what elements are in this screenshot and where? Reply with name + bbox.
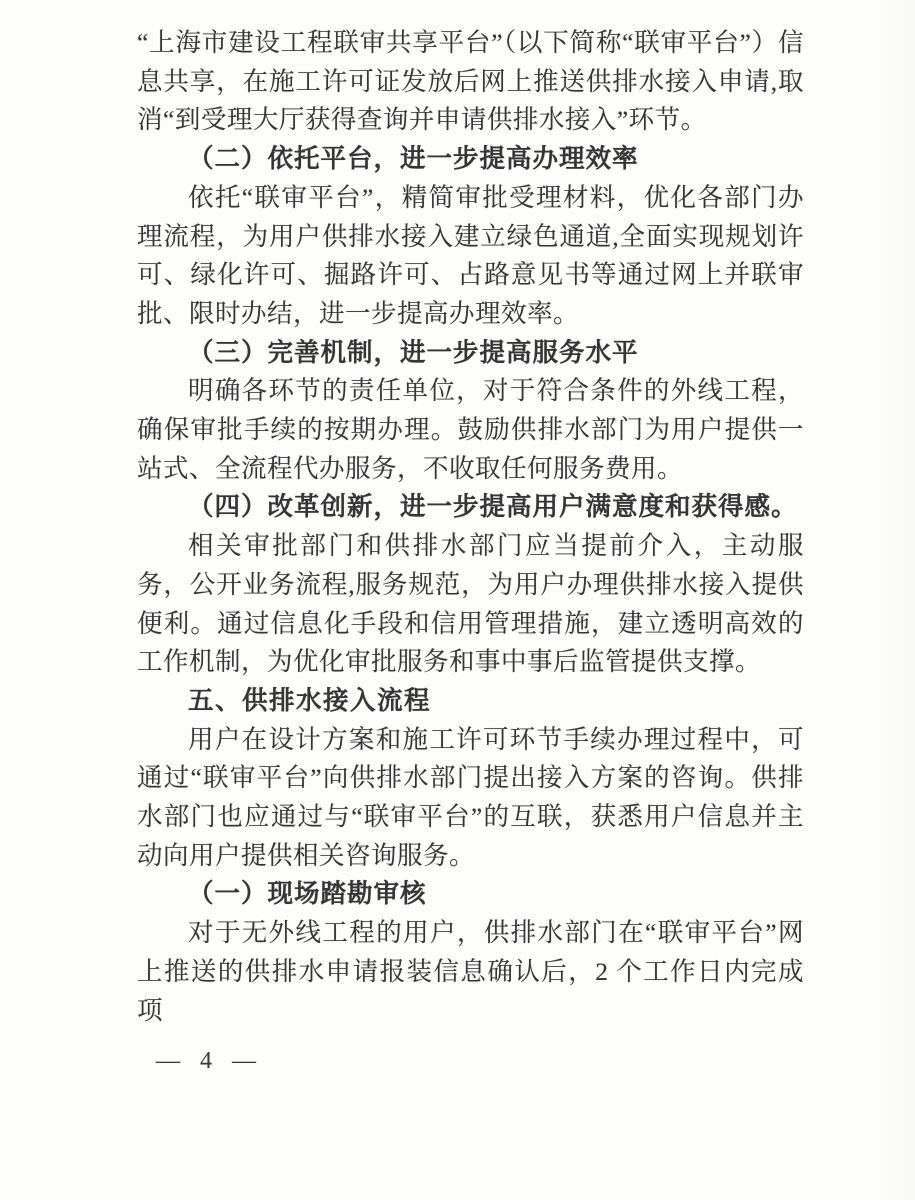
subsection-heading-2: （二）依托平台，进一步提高办理效率 bbox=[188, 144, 639, 174]
paragraph: 相关审批部门和供排水部门应当提前介入，主动服务，公开业务流程,服务规范，为用户办理供排水接入提供便利。通过信息化手段和信用管理措施，建立透明高效的工作机制，为优化审批服务和事中事后监管提供支撑。 bbox=[137, 531, 804, 677]
section-heading-5: 五、供排水接入流程 bbox=[188, 686, 432, 715]
paragraph: 对于无外线工程的用户，供排水部门在“联审平台”网上推送的供排水申请报装信息确认后，2 个工作日内完成项 bbox=[137, 918, 804, 1025]
document-body bbox=[137, 24, 804, 1030]
paragraph: 明确各环节的责任单位，对于符合条件的外线工程，确保审批手续的按期办理。鼓励供排水部门为用户提供一站式、全流程代办服务，不收取任何服务费用。 bbox=[137, 376, 804, 483]
paragraph: 用户在设计方案和施工许可环节手续办理过程中，可通过“联审平台”向供排水部门提出接入方案的咨询。供排水部门也应通过与“联审平台”的互联，获悉用户信息并主动向用户提供相关咨询服务。 bbox=[137, 724, 804, 870]
paragraph-continuation: “上海市建设工程联审共享平台”（以下简称“联审平台”）信息共享，在施工许可证发放后网上推送供排水接入申请,取消“到受理大厅获得查询并申请供排水接入”环节。 bbox=[137, 28, 804, 135]
page-number: — 4 — bbox=[156, 1048, 263, 1074]
subsection-heading-4: （四）改革创新，进一步提高用户满意度和获得感。 bbox=[188, 492, 798, 522]
subsection-heading-1: （一）现场踏勘审核 bbox=[188, 879, 427, 909]
paragraph: 依托“联审平台”，精简审批受理材料，优化各部门办理流程，为用户供排水接入建立绿色通道,全面实现规划许可、绿化许可、掘路许可、占路意见书等通过网上并联审批、限时办结，进一步提高办理效率。 bbox=[137, 182, 804, 328]
subsection-heading-3: （三）完善机制，进一步提高服务水平 bbox=[188, 337, 639, 367]
